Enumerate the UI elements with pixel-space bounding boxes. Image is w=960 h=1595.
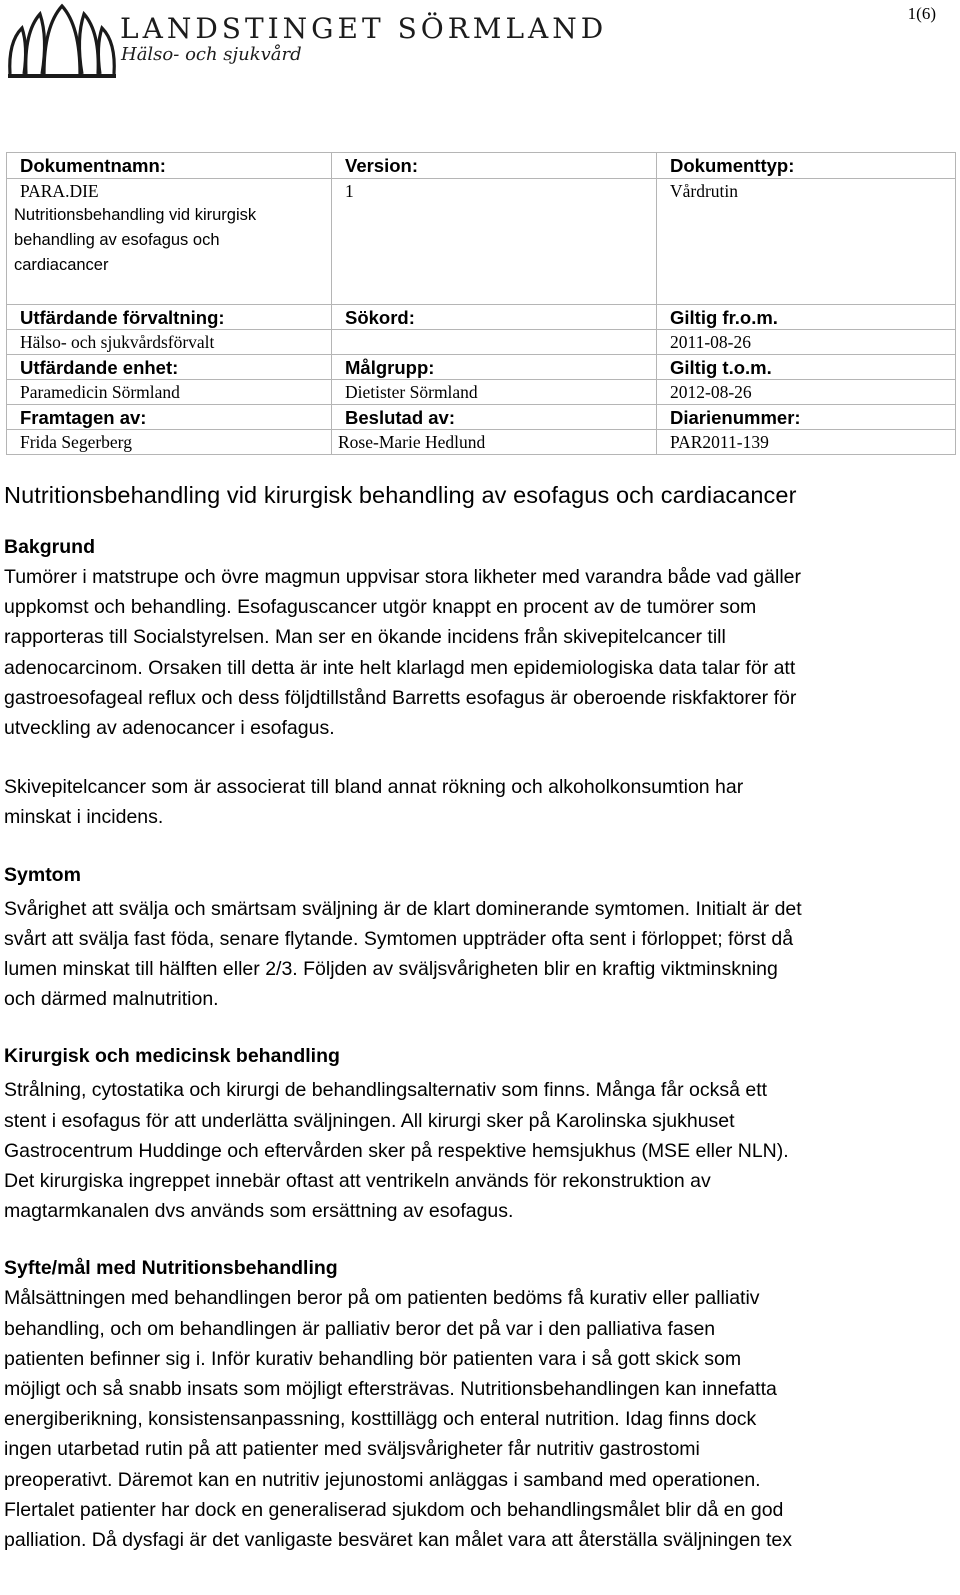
- meta-row-1-labels: [7, 153, 956, 179]
- text-line: magtarmkanalen dvs används som ersättning av esofagus.: [4, 1200, 514, 1223]
- keywords-label: Sökord:: [332, 305, 657, 330]
- issuing-unit-label: Utfärdande enhet:: [7, 355, 332, 380]
- valid-from-label: Giltig fr.o.m.: [657, 305, 956, 330]
- text-line: patienten befinner sig i. Inför kurativ behandling bör patienten vara i så gott skick som: [4, 1347, 742, 1370]
- target-group-label: Målgrupp:: [332, 355, 657, 380]
- text-line: Skivepitelcancer som är associerat till bland annat rökning och alkoholkonsumtion har: [4, 776, 744, 799]
- prepared-by-value: Frida Segerberg: [7, 430, 332, 455]
- text-line: Svårighet att svälja och smärtsam sväljning är de klart dominerande symtomen. Initialt är det: [4, 897, 802, 920]
- text-line: palliation. Då dysfagi är det vanligaste besväret kan målet vara att återställa sväljningen tex: [4, 1529, 793, 1552]
- text-line: minskat i incidens.: [4, 806, 164, 829]
- text-line: Gastrocentrum Huddinge och eftervården sker på respektive hemsjukhus (MSE eller NLN).: [4, 1139, 789, 1162]
- text-line: stent i esofagus för att underlätta sväljningen. All kirurgi sker på Karolinska sjukhuset: [4, 1109, 735, 1132]
- meta-row-3-values: [7, 380, 956, 405]
- docname-line: behandling av esofagus och: [14, 231, 220, 249]
- paragraph: [4, 562, 949, 743]
- docname-line: Nutritionsbehandling vid kirurgisk: [14, 206, 257, 224]
- org-subtitle: Hälso- och sjukvård: [121, 44, 302, 65]
- valid-from-value: 2011-08-26: [657, 330, 956, 355]
- paragraph: [4, 1283, 949, 1555]
- section-heading: Symtom: [4, 863, 81, 886]
- text-line: Tumörer i matstrupe och övre magmun uppvisar stora likheter med varandra både vad gäller: [4, 566, 801, 588]
- paragraph: [4, 894, 949, 1015]
- text-line: ingen utarbetad rutin på att patienter med sväljsvårigheter får nutritiv gastrostomi: [4, 1438, 700, 1461]
- section-heading: Bakgrund: [4, 536, 96, 558]
- registry-number-value: PAR2011-139: [657, 430, 956, 455]
- text-line: rapporteras till Socialstyrelsen. Man ser en ökande incidens från skivepitelcancer till: [4, 626, 726, 649]
- section-heading: Syfte/mål med Nutritionsbehandling: [4, 1257, 338, 1280]
- version-value: 1: [332, 179, 657, 305]
- text-line: och därmed malnutrition.: [4, 988, 219, 1011]
- valid-until-value: 2012-08-26: [657, 380, 956, 405]
- text-line: svårt att svälja fast föda, senare flytande. Symtomen uppträder ofta sent i förloppet; först då: [4, 927, 794, 950]
- version-label: Version:: [332, 153, 657, 179]
- text-line: uppkomst och behandling. Esofaguscancer utgör knappt en procent av de tumörer som: [4, 596, 757, 619]
- text-line: lumen minskat till hälften eller 2/3. Följden av sväljsvårigheten blir en kraftig viktminskning: [4, 958, 778, 981]
- issuing-administration-value: Hälso- och sjukvårdsförvalt: [7, 330, 332, 355]
- org-name: LANDSTINGET SÖRMLAND: [120, 12, 608, 45]
- issuing-unit-value: Paramedicin Sörmland: [7, 380, 332, 405]
- landsting-logo: [4, 2, 124, 80]
- meta-row-4-values: [7, 430, 956, 455]
- docname-label: Dokumentnamn:: [7, 153, 332, 179]
- prepared-by-label: Framtagen av:: [7, 405, 332, 430]
- text-line: behandling, och om behandlingen är palliativ beror det på var i den palliativa fasen: [4, 1317, 716, 1340]
- issuing-administration-label: Utfärdande förvaltning:: [7, 305, 332, 330]
- text-line: Flertalet patienter har dock en generaliserad sjukdom och behandlingsmålet blir då en god: [4, 1498, 784, 1521]
- docname-value: [7, 179, 332, 305]
- meta-row-4-labels: [7, 405, 956, 430]
- valid-until-label: Giltig t.o.m.: [657, 355, 956, 380]
- paragraph: [4, 772, 949, 832]
- text-line: adenocarcinom. Orsaken till detta är inte helt klarlagd men epidemiologiska data talar för att: [4, 656, 796, 679]
- doctype-value: Vårdrutin: [657, 179, 956, 305]
- text-line: gastroesofageal reflux och dess följdtillstånd Barretts esofagus är oberoende riskfaktorer för: [4, 686, 797, 709]
- text-line: Strålning, cytostatika och kirurgi de behandlingsalternativ som finns. Många får också ett: [4, 1079, 768, 1102]
- meta-row-1-values: [7, 179, 956, 305]
- document-body: [4, 478, 949, 1555]
- doctype-label: Dokumenttyp:: [657, 153, 956, 179]
- section-symptoms: [4, 860, 949, 1015]
- target-group-value: Dietister Sörmland: [332, 380, 657, 405]
- text-line: Det kirurgiska ingreppet innebär oftast att ventrikeln används för rekonstruktion av: [4, 1170, 711, 1193]
- page-number: 1(6): [907, 4, 936, 23]
- text-line: möjligt och så snabb insats som möjligt eftersträvas. Nutritionsbehandlingen kan innefatta: [4, 1378, 777, 1401]
- docname-line: cardiacancer: [14, 256, 109, 274]
- decided-by-label: Beslutad av:: [332, 405, 657, 430]
- meta-row-3-labels: [7, 355, 956, 380]
- section-treatment: [4, 1041, 949, 1226]
- text-line: Målsättningen med behandlingen beror på om patienten bedöms få kurativ eller palliativ: [4, 1287, 760, 1310]
- section-heading: Kirurgisk och medicinsk behandling: [4, 1045, 340, 1068]
- text-line: utveckling av adenocancer i esofagus.: [4, 717, 335, 740]
- decided-by-value: Rose-Marie Hedlund: [332, 430, 657, 455]
- meta-row-2-labels: [7, 305, 956, 330]
- document-metadata-table: [6, 152, 956, 455]
- paragraph: [4, 1075, 949, 1226]
- text-line: energiberikning, konsistensanpassning, kosttillägg och enteral nutrition. Idag finns dock: [4, 1408, 757, 1431]
- docname-code: PARA.DIE: [20, 181, 99, 201]
- registry-number-label: Diarienummer:: [657, 405, 956, 430]
- keywords-value: [332, 330, 657, 355]
- meta-row-2-values: [7, 330, 956, 355]
- text-line: preoperativt. Däremot kan en nutritiv jejunostomi anläggas i samband med operationen.: [4, 1468, 761, 1491]
- document-title: Nutritionsbehandling vid kirurgisk behandling av esofagus och cardiacancer: [4, 482, 797, 508]
- section-background: [4, 532, 949, 833]
- section-purpose: [4, 1253, 949, 1555]
